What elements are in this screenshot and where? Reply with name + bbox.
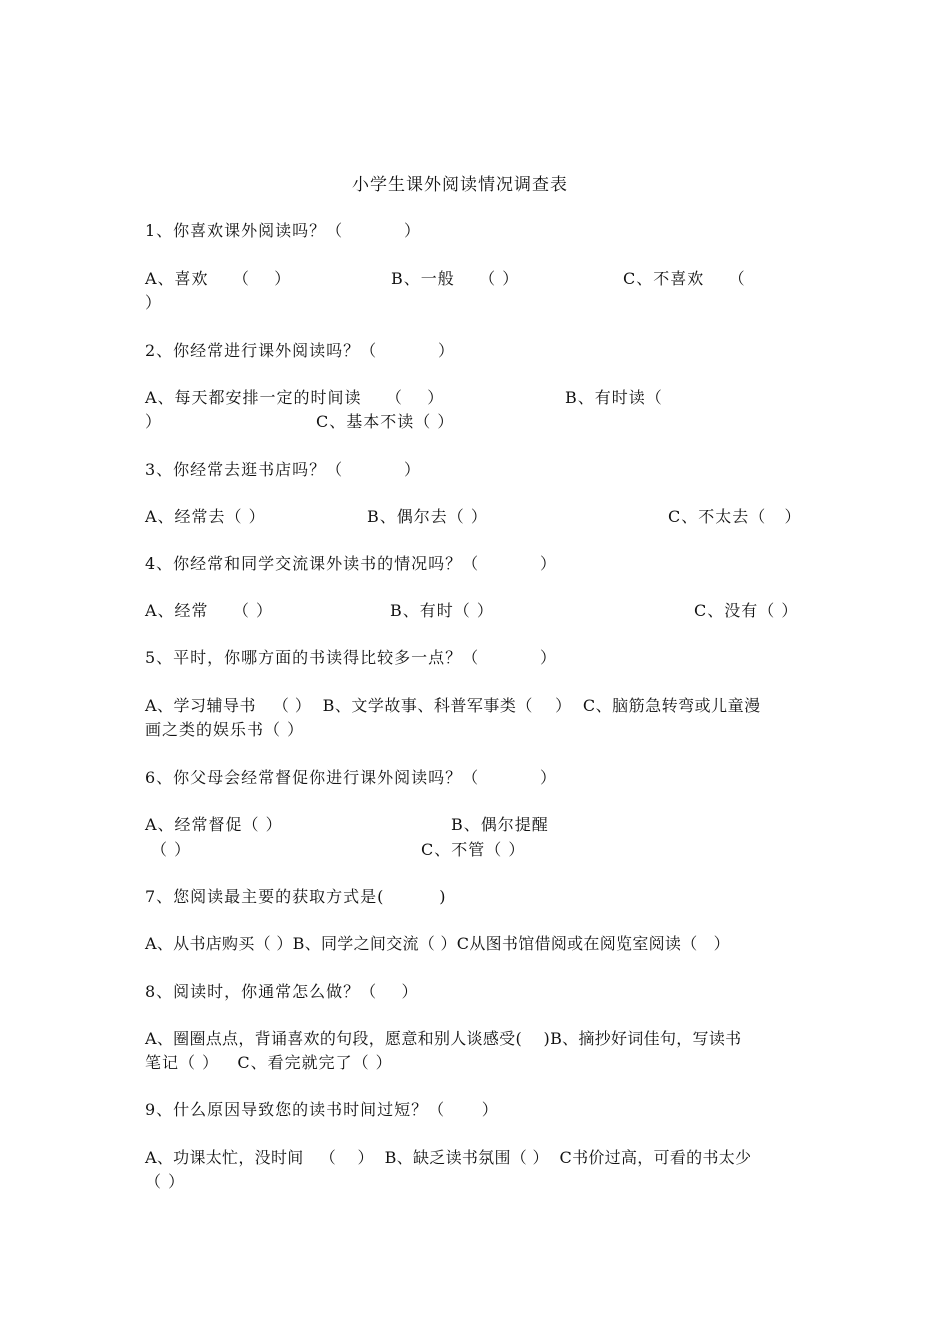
- option-6c: C、不管（ ）: [421, 840, 526, 859]
- option-2b-close: ）: [145, 412, 163, 431]
- option-4c: C、没有（ ）: [694, 601, 799, 620]
- option-6b-close: （ ）: [151, 840, 192, 859]
- question-7: 7、您阅读最主要的获取方式是( ): [145, 887, 447, 906]
- options-9-continued: （ ）: [145, 1172, 186, 1191]
- option-2c: C、基本不读（ ）: [316, 412, 455, 431]
- question-5: 5、平时，你哪方面的书读得比较多一点？（ ）: [145, 648, 558, 667]
- option-1a: A、喜欢 （ ）: [145, 269, 292, 288]
- option-4a: A、经常 （ ）: [145, 601, 273, 620]
- options-1: [145, 267, 815, 387]
- question-1: 1、你喜欢课外阅读吗？（ ）: [145, 221, 422, 240]
- option-2a: A、每天都安排一定的时间读 （ ）: [145, 388, 445, 407]
- options-8: A、圈圈点点，背诵喜欢的句段，愿意和别人谈感受( )B、摘抄好词佳句，写读书: [145, 1029, 742, 1048]
- option-3c: C、不太去（ ）: [668, 507, 802, 526]
- option-1b: B、一般 （ ）: [391, 269, 520, 288]
- question-9: 9、什么原因导致您的读书时间过短？（ ）: [145, 1100, 499, 1119]
- options-5: A、学习辅导书 （ ） B、文学故事、科普军事类（ ） C、脑筋急转弯或儿童漫: [145, 696, 761, 715]
- option-6b: B、偶尔提醒: [451, 815, 549, 834]
- question-8: 8、阅读时，你通常怎么做？（ ）: [145, 982, 419, 1001]
- option-1c: C、不喜欢 （: [623, 269, 746, 288]
- question-6: 6、你父母会经常督促你进行课外阅读吗？（ ）: [145, 768, 558, 787]
- option-6a: A、经常督促（ ）: [145, 815, 283, 834]
- option-3a: A、经常去（ ）: [145, 507, 266, 526]
- option-3b: B、偶尔去（ ）: [367, 507, 488, 526]
- question-4: 4、你经常和同学交流课外读书的情况吗？（ ）: [145, 554, 558, 573]
- options-5-continued: 画之类的娱乐书（ ）: [145, 720, 305, 739]
- question-2: 2、你经常进行课外阅读吗？（ ）: [145, 341, 456, 360]
- options-9: A、功课太忙，没时间 （ ） B、缺乏读书氛围（ ） C书价过高，可看的书太少: [145, 1148, 752, 1167]
- page-title: 小学生课外阅读情况调查表: [352, 175, 568, 195]
- option-4b: B、有时（ ）: [390, 601, 494, 620]
- option-2b: B、有时读（: [565, 388, 663, 407]
- question-3: 3、你经常去逛书店吗？（ ）: [145, 460, 422, 479]
- options-8-continued: 笔记（ ） C、看完就完了（ ）: [145, 1053, 393, 1072]
- options-7: A、从书店购买（ ）B、同学之间交流（ ）C从图书馆借阅或在阅览室阅读（ ）: [145, 934, 730, 953]
- option-1-continued: ）: [145, 293, 163, 312]
